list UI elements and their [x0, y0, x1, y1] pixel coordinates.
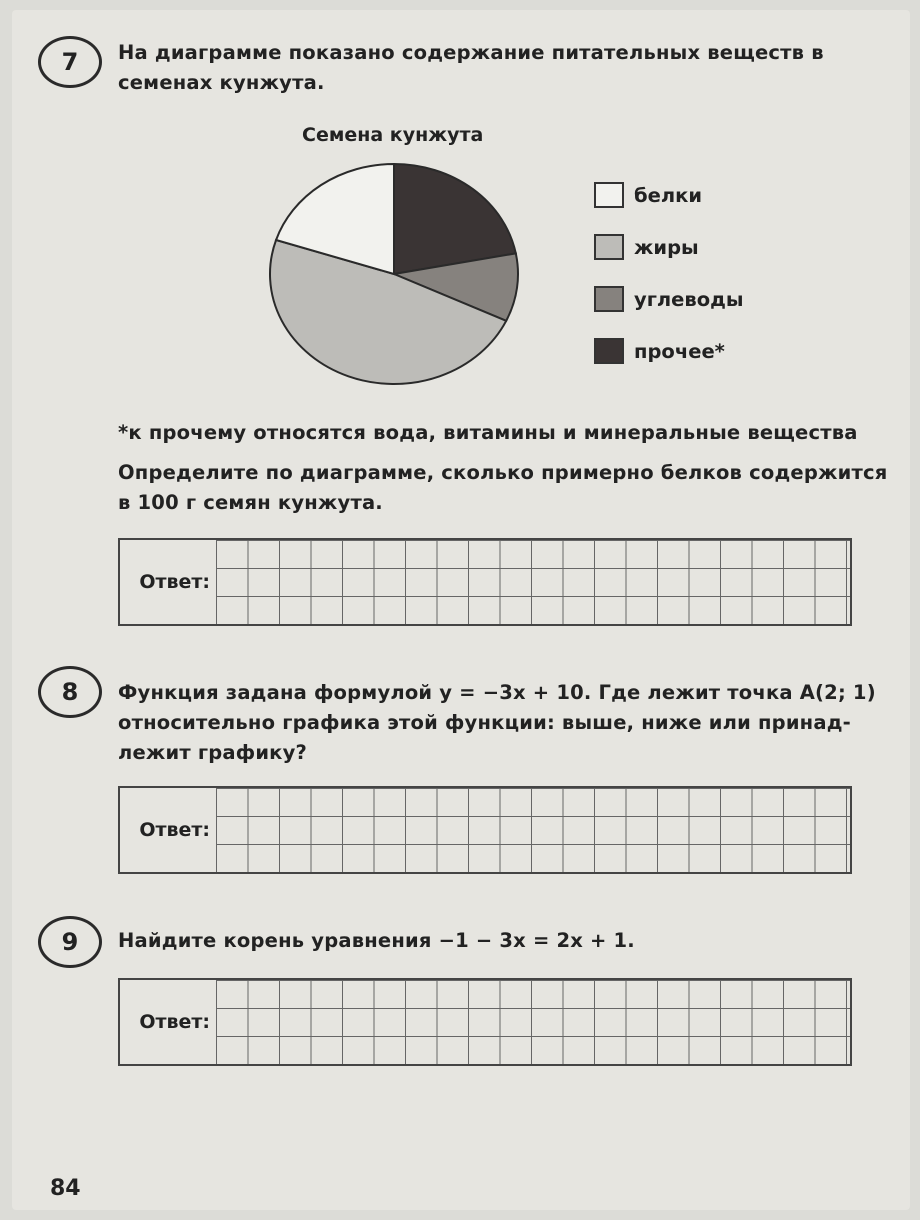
q7-question-line-1: Определите по диаграмме, сколько примерно белков содержится	[118, 461, 888, 484]
legend-item-0	[594, 182, 702, 208]
question-number-9: 9	[38, 916, 102, 968]
q9-text: Найдите корень уравнения −1 − 3x = 2x + 1.	[118, 929, 635, 952]
q8-text-line-3: лежит графику?	[118, 741, 308, 764]
legend-swatch-1	[594, 234, 624, 260]
legend-swatch-3	[594, 338, 624, 364]
legend-label-3: прочее*	[634, 339, 725, 363]
page-number: 84	[50, 1176, 81, 1201]
question-number-8: 8	[38, 666, 102, 718]
legend-label-1: жиры	[634, 235, 699, 259]
pie-chart	[264, 154, 524, 394]
legend-swatch-2	[594, 286, 624, 312]
q7-answer-grid[interactable]	[118, 538, 852, 626]
q8-answer-grid[interactable]	[118, 786, 852, 874]
legend-label-0: белки	[634, 183, 703, 207]
q7-question-line-2: в 100 г семян кунжута.	[118, 491, 383, 514]
q7-text-line-2: семенах кунжута.	[118, 71, 325, 94]
chart-title: Семена кунжута	[302, 124, 484, 146]
q8-text-line-2: относительно графика этой функции: выше, ниже или принад-	[118, 711, 851, 734]
q8-text-line-1: Функция задана формулой y = −3x + 10. Где лежит точка A(2; 1)	[118, 681, 876, 704]
legend-item-1	[594, 234, 699, 260]
q9-answer-label: Ответ:	[120, 980, 216, 1064]
legend-label-2: углеводы	[634, 287, 744, 311]
q7-answer-label: Ответ:	[120, 540, 216, 624]
q7-text-line-1: На диаграмме показано содержание питательных веществ в	[118, 41, 824, 64]
q8-answer-label: Ответ:	[120, 788, 216, 872]
legend-item-3	[594, 338, 725, 364]
textbook-page	[12, 10, 910, 1210]
q9-answer-grid[interactable]	[118, 978, 852, 1066]
q7-footnote: *к прочему относятся вода, витамины и минеральные вещества	[118, 421, 858, 444]
question-number-7: 7	[38, 36, 102, 88]
legend-item-2	[594, 286, 744, 312]
legend-swatch-0	[594, 182, 624, 208]
